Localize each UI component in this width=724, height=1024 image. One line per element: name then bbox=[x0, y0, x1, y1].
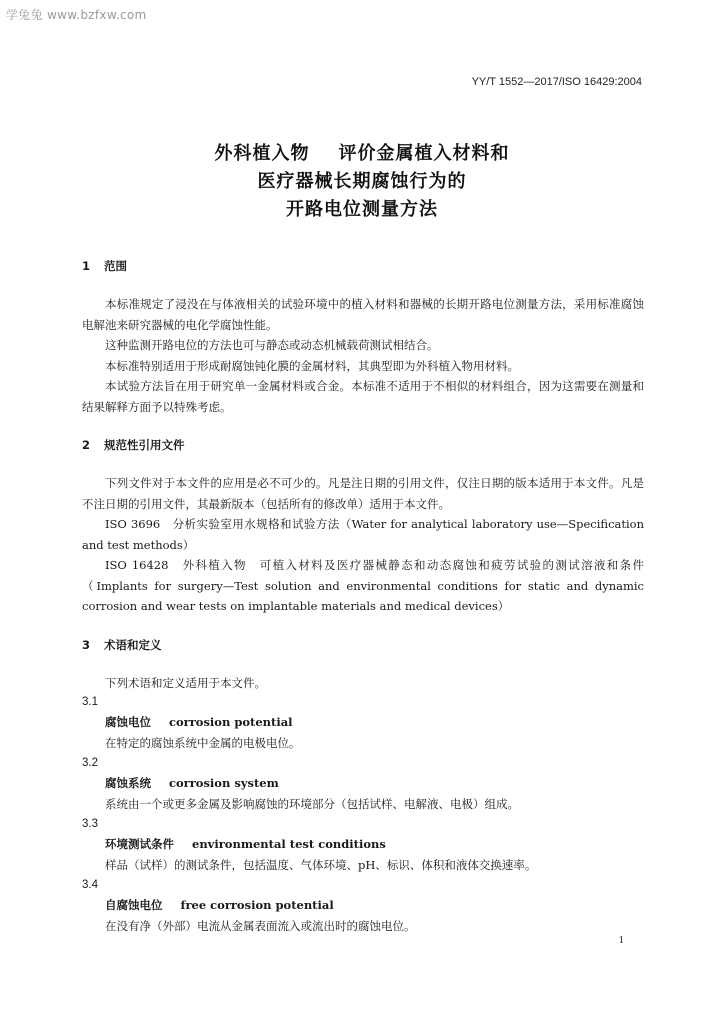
watermark: 学兔兔 www.bzfxw.com bbox=[6, 8, 147, 22]
document-body bbox=[82, 256, 644, 937]
term-number: 3.3 bbox=[82, 818, 98, 830]
term-definition: 在特定的腐蚀系统中金属的电极电位。 bbox=[105, 736, 301, 750]
section-heading-terms bbox=[82, 635, 644, 655]
page-number: 1 bbox=[618, 934, 624, 946]
term-name: 腐蚀系统 corrosion system bbox=[105, 776, 279, 790]
paragraph: 本试验方法旨在用于研究单一金属材料或合金。本标准不适用于不相似的材料组合，因为这需要在测量和结果解释方面予以特殊考虑。 bbox=[82, 379, 644, 414]
section-number: 3 bbox=[82, 637, 91, 652]
term-definition: 在没有净（外部）电流从金属表面流入或流出时的腐蚀电位。 bbox=[105, 919, 416, 933]
paragraph: 下列文件对于本文件的应用是必不可少的。凡是注日期的引用文件，仅注日期的版本适用于本文件。凡是不注日期的引用文件，其最新版本（包括所有的修改单）适用于本文件。 bbox=[82, 476, 644, 511]
section-number: 1 bbox=[82, 259, 91, 273]
document-title bbox=[0, 140, 724, 224]
paragraph: 这种监测开路电位的方法也可与静态或动态机械载荷测试相结合。 bbox=[105, 338, 439, 352]
term-name: 腐蚀电位 corrosion potential bbox=[105, 715, 293, 729]
title-line-1: 外科植入物 评价金属植入材料和 bbox=[214, 143, 510, 164]
paragraph: 本标准特别适用于形成耐腐蚀钝化膜的金属材料，其典型即为外科植入物用材料。 bbox=[105, 358, 519, 373]
section-heading-normative-references bbox=[82, 435, 644, 455]
term-number: 3.4 bbox=[82, 879, 98, 891]
term-definition: 样品（试样）的测试条件，包括温度、气体环境、pH、标识、体积和液体交换速率。 bbox=[105, 858, 537, 872]
section-title: 范围 bbox=[104, 259, 127, 273]
term-name: 自腐蚀电位 free corrosion potential bbox=[105, 898, 334, 912]
term-number: 3.1 bbox=[82, 696, 98, 708]
section-heading-scope bbox=[82, 256, 644, 276]
title-line-2: 医疗器械长期腐蚀行为的 bbox=[257, 171, 467, 192]
section-title: 术语和定义 bbox=[104, 637, 162, 652]
paragraph: 本标准规定了浸没在与体液相关的试验环境中的植入材料和器械的长期开路电位测量方法，采用标准腐蚀电解池来研究器械的电化学腐蚀性能。 bbox=[82, 297, 644, 332]
paragraph: 下列术语和定义适用于本文件。 bbox=[105, 675, 266, 690]
reference-iso-3696: ISO 3696 分析实验室用水规格和试验方法（Water for analytical laboratory use—Specification and test methods） bbox=[82, 517, 644, 552]
title-line-3: 开路电位测量方法 bbox=[286, 199, 438, 220]
section-number: 2 bbox=[82, 438, 91, 452]
standard-code: YY/T 1552—2017/ISO 16429:2004 bbox=[471, 76, 642, 88]
term-number: 3.2 bbox=[82, 757, 98, 769]
term-name: 环境测试条件 environmental test conditions bbox=[105, 837, 386, 851]
section-title: 规范性引用文件 bbox=[104, 438, 185, 452]
reference-iso-16428: ISO 16428 外科植入物 可植入材料及医疗器械静态和动态腐蚀和疲劳试验的测试溶液和条件（Implants for surgery—Test solution and environmental conditions for static and dynamic corrosion and wear tests on implantable materials and medical devices） bbox=[82, 558, 644, 613]
term-definition: 系统由一个或更多金属及影响腐蚀的环境部分（包括试样、电解液、电极）组成。 bbox=[105, 797, 519, 811]
